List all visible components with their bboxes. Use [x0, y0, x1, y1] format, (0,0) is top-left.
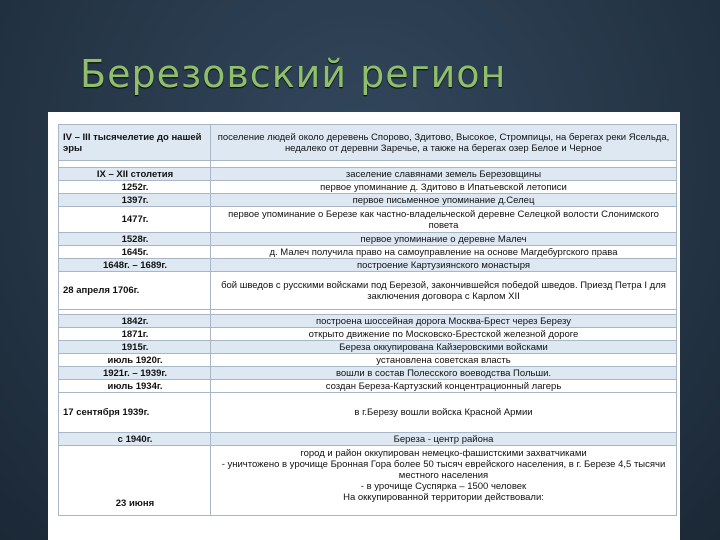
- event-cell: первое упоминание о деревне Малеч: [211, 233, 677, 246]
- table-row: [59, 272, 677, 310]
- date-cell: 1645г.: [59, 246, 211, 259]
- table-row: [59, 380, 677, 393]
- table-row: [59, 315, 677, 328]
- table-row: [59, 246, 677, 259]
- event-cell: Береза - центр района: [211, 433, 677, 446]
- event-cell: д. Малеч получила право на самоуправление на основе Магдебургского права: [211, 246, 677, 259]
- event-cell: бой шведов с русскими войсками под Березой, закончившейся победой шведов. Приезд Петра I для заключения договора с Карлом XII: [211, 272, 677, 310]
- slide-title: Березовский регион: [80, 52, 507, 96]
- table-row: [59, 194, 677, 207]
- date-cell: 1477г.: [59, 207, 211, 233]
- event-cell: [211, 446, 677, 516]
- date-cell: IX – XII столетия: [59, 168, 211, 181]
- table-row: [59, 168, 677, 181]
- date-cell: 1648г. – 1689г.: [59, 259, 211, 272]
- event-cell: первое упоминание о Березе как частно-владельческой деревне Селецкой волости Слонимского повета: [211, 207, 677, 233]
- event-cell: Береза оккупирована Кайзеровскими войсками: [211, 341, 677, 354]
- event-cell: установлена советская власть: [211, 354, 677, 367]
- event-cell: поселение людей около деревень Спорово, Здитово, Высокое, Стромпицы, на берегах реки Ясельда, недалеко от деревни Заречье, а также на берегах озер Белое и Черное: [211, 125, 677, 161]
- event-cell: открыто движение по Московско-Брестской железной дороге: [211, 328, 677, 341]
- date-cell: 1921г. – 1939г.: [59, 367, 211, 380]
- history-table-sheet: [48, 112, 680, 540]
- event-line: город и район оккупирован немецко-фашистскими захватчиками: [300, 448, 587, 459]
- table-row: [59, 341, 677, 354]
- table-row: [59, 181, 677, 194]
- history-table: [58, 124, 677, 516]
- table-row: [59, 259, 677, 272]
- date-cell: июль 1920г.: [59, 354, 211, 367]
- date-cell: 1871г.: [59, 328, 211, 341]
- table-row: [59, 125, 677, 161]
- table-row: [59, 393, 677, 433]
- table-row: [59, 328, 677, 341]
- date-cell: IV – III тысячелетие до нашей эры: [59, 125, 211, 161]
- event-line: На оккупированной территории действовали:: [343, 492, 544, 503]
- table-row: [59, 354, 677, 367]
- date-cell: 1528г.: [59, 233, 211, 246]
- event-cell: первое упоминание д. Здитово в Ипатьевской летописи: [211, 181, 677, 194]
- table-row: [59, 233, 677, 246]
- event-cell: построена шоссейная дорога Москва-Брест через Березу: [211, 315, 677, 328]
- table-row: [59, 207, 677, 233]
- event-cell: создан Береза-Картузский концентрационный лагерь: [211, 380, 677, 393]
- date-cell: 1397г.: [59, 194, 211, 207]
- event-line: - уничтожено в урочище Бронная Гора более 50 тысяч еврейского населения, в г. Березе 4,5 тысячи местного населения: [221, 459, 666, 481]
- event-line: - в урочище Суспярка – 1500 человек: [360, 481, 527, 492]
- date-cell: 1252г.: [59, 181, 211, 194]
- date-cell: 23 июня: [59, 446, 211, 516]
- table-row: [59, 367, 677, 380]
- event-cell: построение Картузиянского монастыря: [211, 259, 677, 272]
- event-cell: заселение славянами земель Березовщины: [211, 168, 677, 181]
- date-cell: 28 апреля 1706г.: [59, 272, 211, 310]
- date-cell: июль 1934г.: [59, 380, 211, 393]
- table-row: [59, 446, 677, 516]
- date-cell: 1842г.: [59, 315, 211, 328]
- date-cell: 17 сентября 1939г.: [59, 393, 211, 433]
- date-cell: с 1940г.: [59, 433, 211, 446]
- event-cell: первое письменное упоминание д.Селец: [211, 194, 677, 207]
- event-cell: вошли в состав Полесского воеводства Польши.: [211, 367, 677, 380]
- table-row: [59, 433, 677, 446]
- date-cell: 1915г.: [59, 341, 211, 354]
- event-cell: в г.Березу вошли войска Красной Армии: [211, 393, 677, 433]
